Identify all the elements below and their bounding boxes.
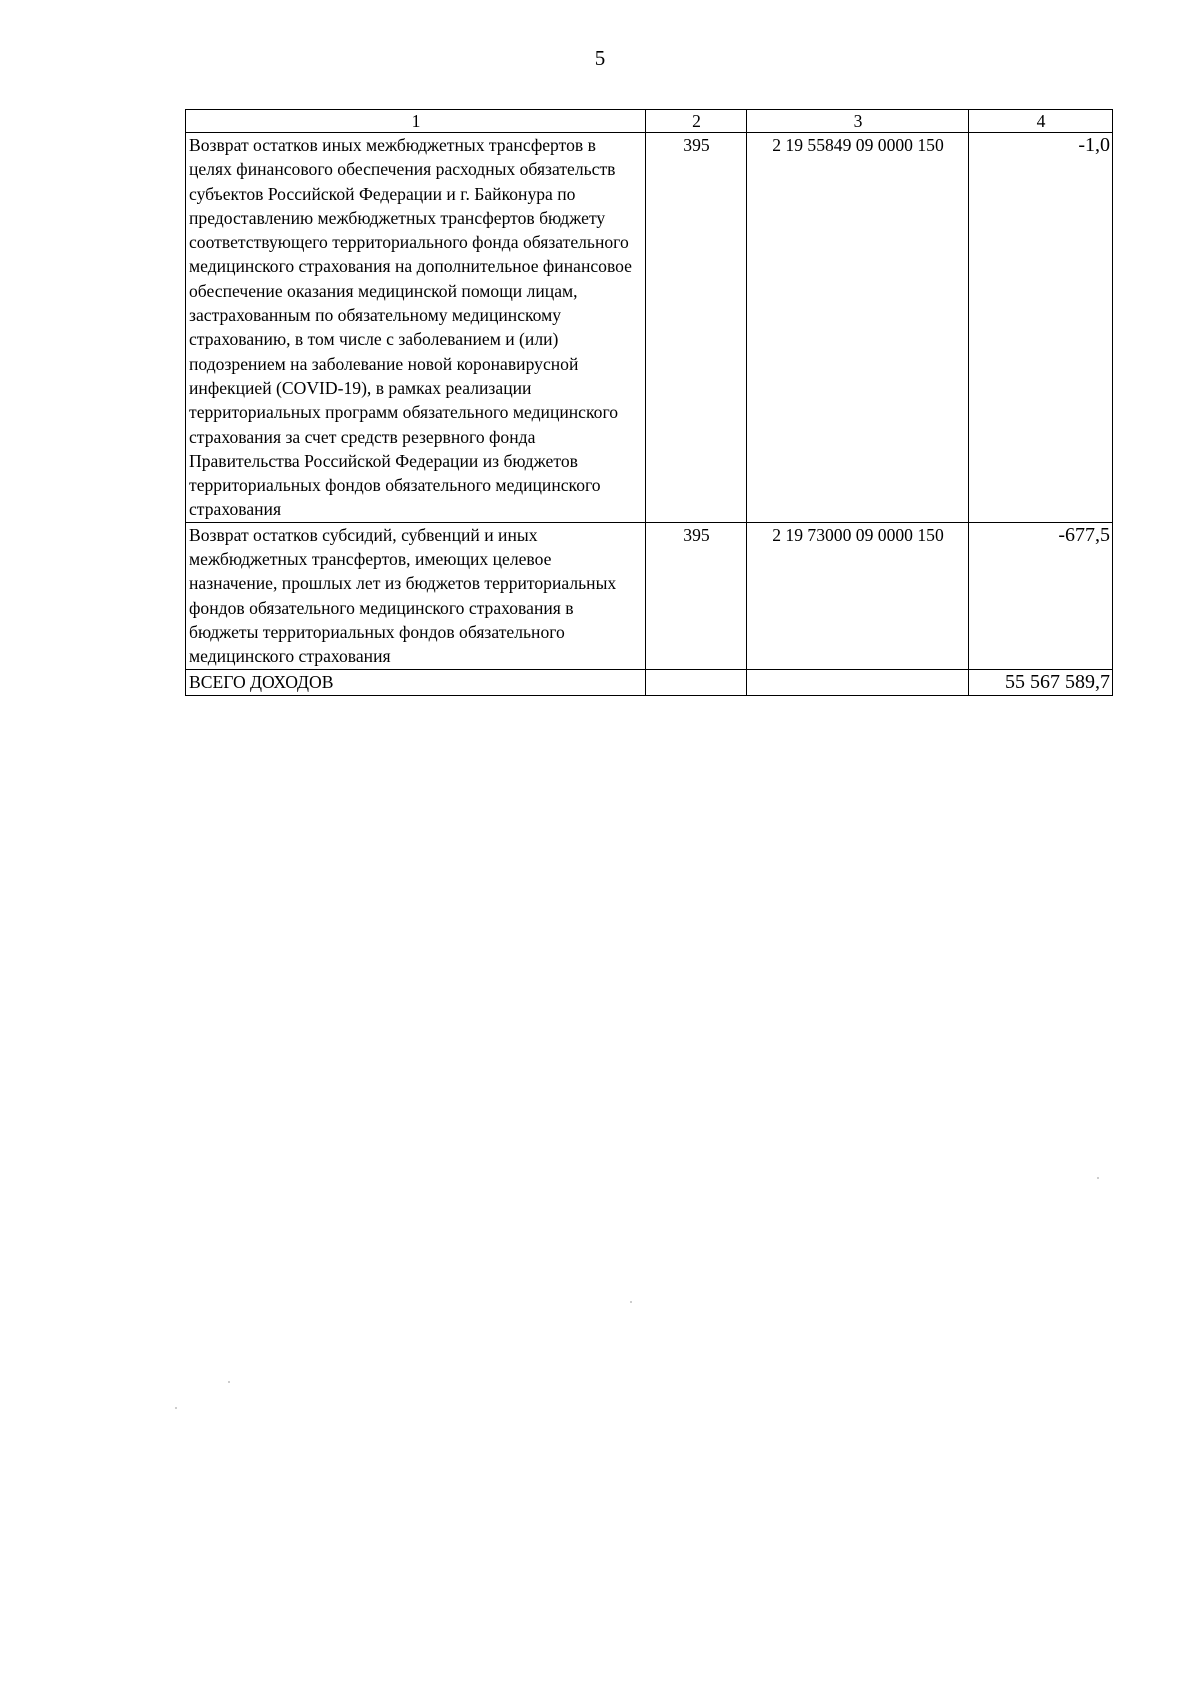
column-header-2: 2 [646,110,747,133]
revenue-description: Возврат остатков субсидий, субвенций и иных межбюджетных трансфертов, имеющих целевое назначение, прошлых лет из бюджетов территориальных фондов обязательного медицинского страхования в бюджеты территориальных фондов обязательного медицинского страхования [186,522,646,669]
revenue-amount: -1,0 [969,133,1113,523]
administrator-code: 395 [646,522,747,669]
scan-speck [630,1301,632,1303]
budget-classification-code: 2 19 55849 09 0000 150 [747,133,969,523]
revenue-amount: -677,5 [969,522,1113,669]
total-budget-classification-code [747,669,969,695]
revenue-description: Возврат остатков иных межбюджетных трансфертов в целях финансового обеспечения расходных обязательств субъектов Российской Федерации и г. Байконура по предоставлению межбюджетных трансфертов бюджету соответствующего территориального фонда обязательного медицинского страхования на дополнительное финансовое обеспечение оказания медицинской помощи лицам, застрахованным по обязательному медицинскому страхованию, в том числе с заболеванием и (или) подозрением на заболевание новой коронавирусной инфекцией (COVID-19), в рамках реализации территориальных программ обязательного медицинского страхования за счет средств резервного фонда Правительства Российской Федерации из бюджетов территориальных фондов обязательного медицинского страхования [186,133,646,523]
budget-classification-code: 2 19 73000 09 0000 150 [747,522,969,669]
scan-speck [175,1407,177,1409]
total-amount: 55 567 589,7 [969,669,1113,695]
total-row [186,669,1113,695]
total-administrator-code [646,669,747,695]
table-header-row [186,110,1113,133]
column-header-3: 3 [747,110,969,133]
scan-speck [1097,1177,1099,1179]
column-header-1: 1 [186,110,646,133]
administrator-code: 395 [646,133,747,523]
table-row [186,133,1113,523]
revenue-table [185,109,1113,696]
page-number: 5 [594,46,606,70]
table-row [186,522,1113,669]
scan-speck [228,1381,230,1383]
column-header-4: 4 [969,110,1113,133]
total-label: ВСЕГО ДОХОДОВ [186,669,646,695]
